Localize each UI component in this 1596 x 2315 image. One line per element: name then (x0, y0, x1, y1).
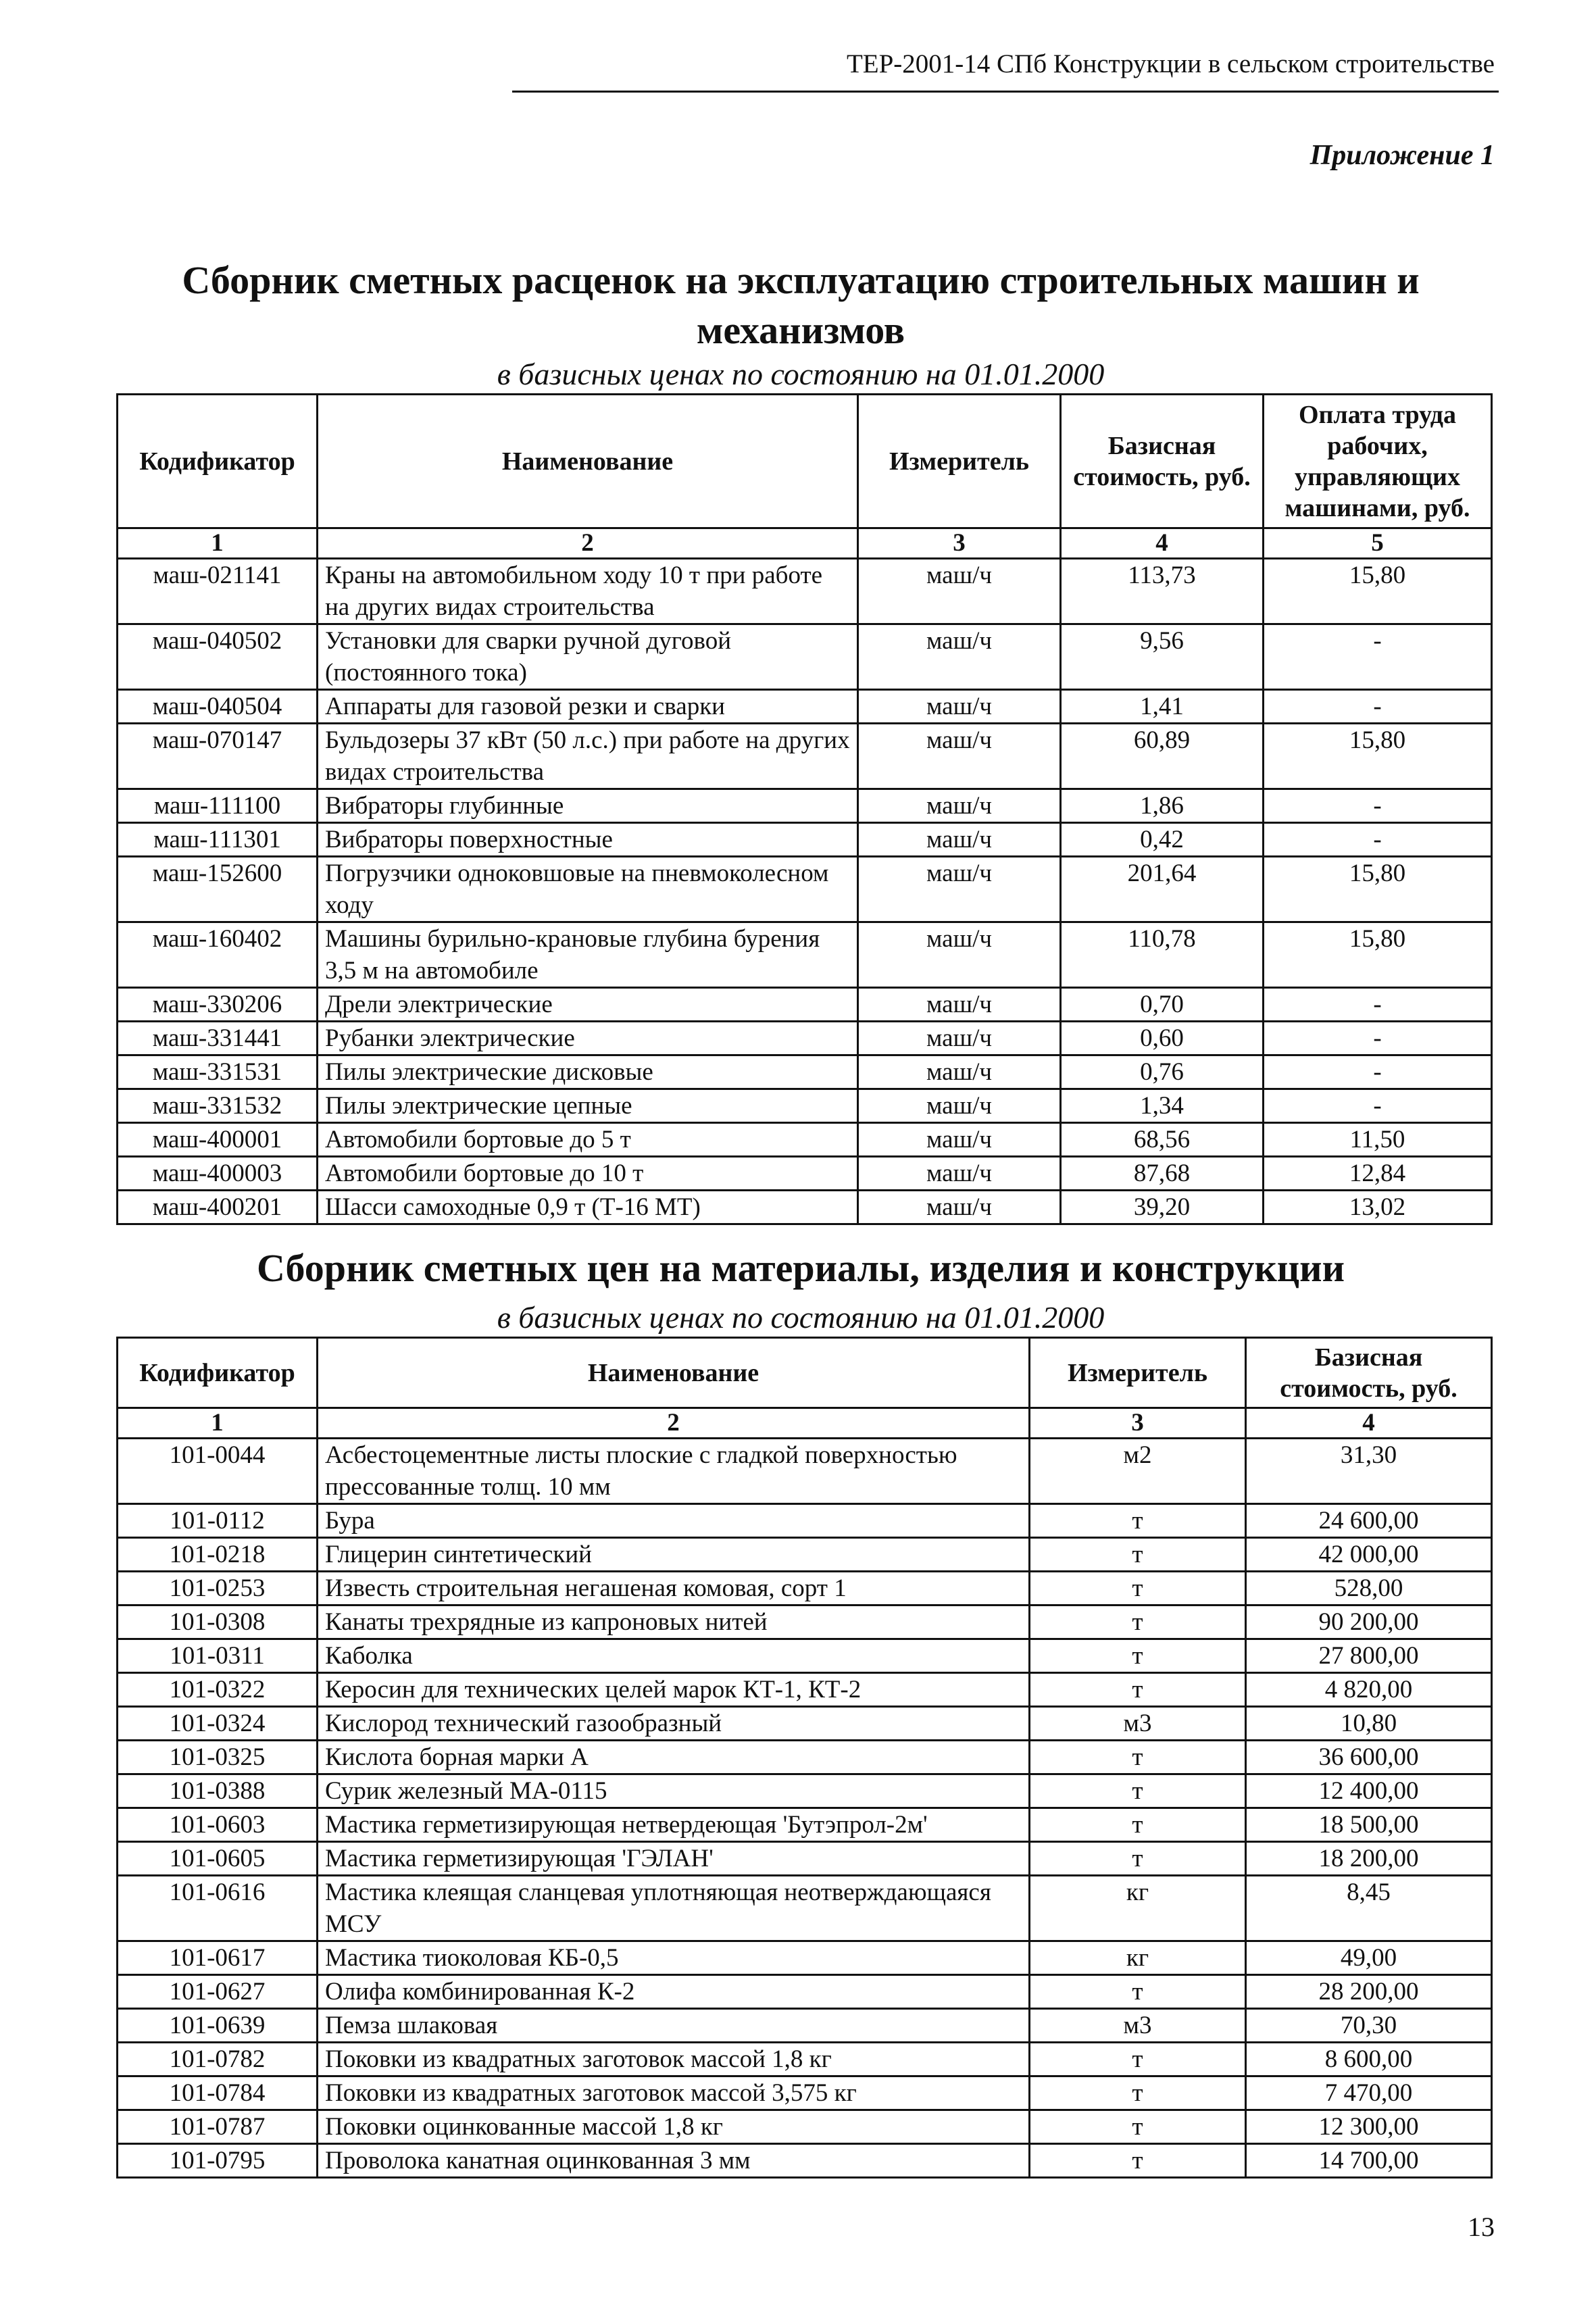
cell-unit: м2 (1030, 1439, 1246, 1504)
cell-code: 101-0605 (118, 1842, 318, 1876)
table-row (118, 1876, 1492, 1941)
cell-unit: маш/ч (858, 624, 1061, 690)
cell-pay: 12,84 (1264, 1157, 1492, 1191)
cell-unit: т (1030, 1808, 1246, 1842)
cell-cost: 1,34 (1061, 1089, 1264, 1123)
page-number: 13 (1468, 2212, 1495, 2242)
cell-name: Каболка (318, 1639, 1030, 1673)
cell-name: Автомобили бортовые до 5 т (318, 1123, 858, 1157)
cell-pay: - (1264, 823, 1492, 857)
cell-code: 101-0787 (118, 2110, 318, 2144)
table-row (118, 1089, 1492, 1123)
cell-cost: 39,20 (1061, 1191, 1264, 1224)
cell-name: Мастика клеящая сланцевая уплотняющая неотверждающаяся МСУ (318, 1876, 1030, 1941)
cell-code: 101-0388 (118, 1774, 318, 1808)
cell-unit: маш/ч (858, 559, 1061, 624)
col-number: 3 (1030, 1408, 1246, 1439)
cell-pay: - (1264, 1089, 1492, 1123)
col-number: 1 (118, 1408, 318, 1439)
materials-column-numbers (118, 1408, 1492, 1439)
cell-name: Дрели электрические (318, 988, 858, 1022)
table-row (118, 1808, 1492, 1842)
cell-name: Пемза шлаковая (318, 2009, 1030, 2043)
cell-unit: маш/ч (858, 1157, 1061, 1191)
cell-code: 101-0617 (118, 1941, 318, 1975)
col-header-unit: Измеритель (1030, 1338, 1246, 1408)
cell-pay: - (1264, 1022, 1492, 1055)
cell-cost: 8,45 (1246, 1876, 1492, 1941)
cell-unit: кг (1030, 1941, 1246, 1975)
cell-cost: 87,68 (1061, 1157, 1264, 1191)
cell-unit: маш/ч (858, 1089, 1061, 1123)
cell-code: маш-152600 (118, 857, 318, 922)
cell-name: Канаты трехрядные из капроновых нитей (318, 1605, 1030, 1639)
cell-cost: 8 600,00 (1246, 2043, 1492, 2076)
table-row (118, 690, 1492, 724)
cell-code: 101-0784 (118, 2076, 318, 2110)
col-number: 4 (1246, 1408, 1492, 1439)
cell-code: 101-0308 (118, 1605, 318, 1639)
cell-cost: 10,80 (1246, 1707, 1492, 1741)
cell-name: Мастика тиоколовая КБ-0,5 (318, 1941, 1030, 1975)
cell-unit: кг (1030, 1876, 1246, 1941)
cell-name: Поковки из квадратных заготовок массой 3,575 кг (318, 2076, 1030, 2110)
cell-name: Машины бурильно-крановые глубина бурения 3,5 м на автомобиле (318, 922, 858, 988)
cell-pay: 11,50 (1264, 1123, 1492, 1157)
cell-code: 101-0311 (118, 1639, 318, 1673)
table-row (118, 1741, 1492, 1774)
cell-unit: т (1030, 2043, 1246, 2076)
col-header-code: Кодификатор (118, 395, 318, 528)
cell-cost: 14 700,00 (1246, 2144, 1492, 2178)
running-title: ТЕР-2001-14 СПб Конструкции в сельском строительстве (846, 49, 1495, 78)
cell-code: 101-0639 (118, 2009, 318, 2043)
cell-code: 101-0325 (118, 1741, 318, 1774)
cell-cost: 12 300,00 (1246, 2110, 1492, 2144)
cell-code: 101-0322 (118, 1673, 318, 1707)
cell-name: Асбестоцементные листы плоские с гладкой поверхностью прессованные толщ. 10 мм (318, 1439, 1030, 1504)
cell-name: Глицерин синтетический (318, 1538, 1030, 1572)
cell-code: 101-0044 (118, 1439, 318, 1504)
cell-name: Поковки оцинкованные массой 1,8 кг (318, 2110, 1030, 2144)
cell-name: Кислород технический газообразный (318, 1707, 1030, 1741)
col-number: 3 (858, 528, 1061, 559)
cell-name: Проволока канатная оцинкованная 3 мм (318, 2144, 1030, 2178)
cell-name: Аппараты для газовой резки и сварки (318, 690, 858, 724)
table-row (118, 1639, 1492, 1673)
table-row (118, 1774, 1492, 1808)
cell-code: маш-400001 (118, 1123, 318, 1157)
cell-unit: т (1030, 1572, 1246, 1605)
machines-column-numbers (118, 528, 1492, 559)
cell-code: маш-331531 (118, 1055, 318, 1089)
cell-unit: т (1030, 1741, 1246, 1774)
cell-code: маш-331441 (118, 1022, 318, 1055)
cell-unit: маш/ч (858, 724, 1061, 789)
cell-pay: 13,02 (1264, 1191, 1492, 1224)
cell-unit: маш/ч (858, 1191, 1061, 1224)
col-header-unit: Измеритель (858, 395, 1061, 528)
cell-unit: м3 (1030, 2009, 1246, 2043)
cell-name: Вибраторы поверхностные (318, 823, 858, 857)
machines-title-line2: механизмов (696, 308, 905, 352)
cell-pay: - (1264, 789, 1492, 823)
cell-pay: 15,80 (1264, 559, 1492, 624)
table-row (118, 624, 1492, 690)
cell-code: 101-0603 (118, 1808, 318, 1842)
col-header-cost: Базисная стоимость, руб. (1246, 1338, 1492, 1408)
table-row (118, 2144, 1492, 2178)
cell-name: Бульдозеры 37 кВт (50 л.с.) при работе на других видах строительства (318, 724, 858, 789)
cell-code: 101-0253 (118, 1572, 318, 1605)
cell-unit: маш/ч (858, 1055, 1061, 1089)
cell-cost: 1,86 (1061, 789, 1264, 823)
cell-unit: т (1030, 2144, 1246, 2178)
cell-code: маш-040504 (118, 690, 318, 724)
cell-unit: т (1030, 1504, 1246, 1538)
cell-name: Керосин для технических целей марок КТ-1, КТ-2 (318, 1673, 1030, 1707)
cell-code: маш-330206 (118, 988, 318, 1022)
col-number: 5 (1264, 528, 1492, 559)
cell-cost: 0,60 (1061, 1022, 1264, 1055)
cell-cost: 110,78 (1061, 922, 1264, 988)
table-row (118, 857, 1492, 922)
cell-code: 101-0616 (118, 1876, 318, 1941)
machines-header-row (118, 395, 1492, 528)
cell-code: маш-331532 (118, 1089, 318, 1123)
cell-cost: 9,56 (1061, 624, 1264, 690)
table-row (118, 922, 1492, 988)
table-row (118, 1055, 1492, 1089)
cell-code: маш-400201 (118, 1191, 318, 1224)
cell-cost: 49,00 (1246, 1941, 1492, 1975)
cell-unit: маш/ч (858, 1123, 1061, 1157)
col-header-cost: Базисная стоимость, руб. (1061, 395, 1264, 528)
col-header-pay: Оплата труда рабочих, управляющих машинами, руб. (1264, 395, 1492, 528)
cell-unit: т (1030, 1538, 1246, 1572)
cell-pay: - (1264, 1055, 1492, 1089)
machines-title-line1: Сборник сметных расценок на эксплуатацию строительных машин и (182, 258, 1420, 302)
cell-cost: 18 200,00 (1246, 1842, 1492, 1876)
cell-cost: 27 800,00 (1246, 1639, 1492, 1673)
table-row (118, 1941, 1492, 1975)
col-number: 1 (118, 528, 318, 559)
cell-cost: 4 820,00 (1246, 1673, 1492, 1707)
cell-cost: 201,64 (1061, 857, 1264, 922)
cell-unit: маш/ч (858, 823, 1061, 857)
cell-unit: маш/ч (858, 922, 1061, 988)
cell-name: Поковки из квадратных заготовок массой 1,8 кг (318, 2043, 1030, 2076)
table-row (118, 1842, 1492, 1876)
machines-subtitle: в базисных ценах по состоянию на 01.01.2000 (497, 357, 1105, 391)
cell-cost: 12 400,00 (1246, 1774, 1492, 1808)
cell-cost: 28 200,00 (1246, 1975, 1492, 2009)
cell-code: маш-070147 (118, 724, 318, 789)
cell-unit: маш/ч (858, 857, 1061, 922)
cell-unit: т (1030, 2110, 1246, 2144)
cell-name: Рубанки электрические (318, 1022, 858, 1055)
cell-unit: т (1030, 1975, 1246, 2009)
cell-cost: 70,30 (1246, 2009, 1492, 2043)
col-number: 4 (1061, 528, 1264, 559)
cell-pay: 15,80 (1264, 922, 1492, 988)
cell-pay: - (1264, 988, 1492, 1022)
materials-subtitle: в базисных ценах по состоянию на 01.01.2000 (497, 1300, 1105, 1335)
cell-unit: м3 (1030, 1707, 1246, 1741)
table-row (118, 2110, 1492, 2144)
cell-name: Кислота борная марки А (318, 1741, 1030, 1774)
table-row (118, 724, 1492, 789)
table-row (118, 2043, 1492, 2076)
materials-header-row (118, 1338, 1492, 1408)
cell-name: Шасси самоходные 0,9 т (Т-16 МТ) (318, 1191, 858, 1224)
cell-name: Пилы электрические дисковые (318, 1055, 858, 1089)
cell-code: маш-111100 (118, 789, 318, 823)
cell-cost: 90 200,00 (1246, 1605, 1492, 1639)
cell-cost: 0,42 (1061, 823, 1264, 857)
cell-cost: 1,41 (1061, 690, 1264, 724)
cell-pay: 15,80 (1264, 724, 1492, 789)
cell-cost: 7 470,00 (1246, 2076, 1492, 2110)
table-row (118, 1605, 1492, 1639)
table-row (118, 1022, 1492, 1055)
cell-unit: т (1030, 1639, 1246, 1673)
cell-name: Мастика герметизирующая 'ГЭЛАН' (318, 1842, 1030, 1876)
cell-unit: т (1030, 1673, 1246, 1707)
cell-code: маш-040502 (118, 624, 318, 690)
cell-cost: 60,89 (1061, 724, 1264, 789)
col-header-code: Кодификатор (118, 1338, 318, 1408)
cell-name: Автомобили бортовые до 10 т (318, 1157, 858, 1191)
table-row (118, 2076, 1492, 2110)
table-row (118, 1975, 1492, 2009)
cell-unit: т (1030, 1774, 1246, 1808)
col-header-name: Наименование (318, 1338, 1030, 1408)
cell-name: Бура (318, 1504, 1030, 1538)
table-row (118, 1439, 1492, 1504)
cell-pay: - (1264, 624, 1492, 690)
table-row (118, 1572, 1492, 1605)
table-row (118, 1191, 1492, 1224)
cell-code: 101-0112 (118, 1504, 318, 1538)
cell-name: Установки для сварки ручной дуговой (постоянного тока) (318, 624, 858, 690)
cell-cost: 31,30 (1246, 1439, 1492, 1504)
cell-unit: маш/ч (858, 690, 1061, 724)
cell-cost: 36 600,00 (1246, 1741, 1492, 1774)
cell-code: маш-021141 (118, 559, 318, 624)
materials-table (116, 1337, 1493, 2179)
table-row (118, 988, 1492, 1022)
cell-unit: маш/ч (858, 988, 1061, 1022)
cell-code: 101-0218 (118, 1538, 318, 1572)
col-number: 2 (318, 1408, 1030, 1439)
cell-code: 101-0795 (118, 2144, 318, 2178)
table-row (118, 1673, 1492, 1707)
cell-unit: т (1030, 2076, 1246, 2110)
table-row (118, 1157, 1492, 1191)
col-header-name: Наименование (318, 395, 858, 528)
table-row (118, 2009, 1492, 2043)
cell-name: Мастика герметизирующая нетвердеющая 'Бутэпрол-2м' (318, 1808, 1030, 1842)
cell-code: маш-400003 (118, 1157, 318, 1191)
cell-code: маш-111301 (118, 823, 318, 857)
table-row (118, 1707, 1492, 1741)
cell-unit: т (1030, 1605, 1246, 1639)
header-rule (512, 91, 1499, 93)
cell-cost: 68,56 (1061, 1123, 1264, 1157)
table-row (118, 559, 1492, 624)
cell-unit: маш/ч (858, 789, 1061, 823)
cell-cost: 0,76 (1061, 1055, 1264, 1089)
cell-name: Погрузчики одноковшовые на пневмоколесном ходу (318, 857, 858, 922)
cell-cost: 18 500,00 (1246, 1808, 1492, 1842)
col-number: 2 (318, 528, 858, 559)
cell-cost: 24 600,00 (1246, 1504, 1492, 1538)
cell-name: Сурик железный МА-0115 (318, 1774, 1030, 1808)
appendix-label: Приложение 1 (1310, 140, 1495, 171)
cell-name: Известь строительная негашеная комовая, сорт 1 (318, 1572, 1030, 1605)
cell-cost: 0,70 (1061, 988, 1264, 1022)
materials-title: Сборник сметных цен на материалы, изделия и конструкции (256, 1246, 1345, 1290)
cell-code: маш-160402 (118, 922, 318, 988)
cell-name: Олифа комбинированная К-2 (318, 1975, 1030, 2009)
cell-name: Вибраторы глубинные (318, 789, 858, 823)
machines-table (116, 393, 1493, 1225)
cell-code: 101-0324 (118, 1707, 318, 1741)
cell-cost: 113,73 (1061, 559, 1264, 624)
cell-pay: 15,80 (1264, 857, 1492, 922)
cell-name: Краны на автомобильном ходу 10 т при работе на других видах строительства (318, 559, 858, 624)
table-row (118, 1538, 1492, 1572)
cell-code: 101-0627 (118, 1975, 318, 2009)
table-row (118, 823, 1492, 857)
cell-cost: 528,00 (1246, 1572, 1492, 1605)
cell-code: 101-0782 (118, 2043, 318, 2076)
cell-unit: т (1030, 1842, 1246, 1876)
cell-cost: 42 000,00 (1246, 1538, 1492, 1572)
table-row (118, 789, 1492, 823)
table-row (118, 1504, 1492, 1538)
table-row (118, 1123, 1492, 1157)
cell-pay: - (1264, 690, 1492, 724)
cell-unit: маш/ч (858, 1022, 1061, 1055)
cell-name: Пилы электрические цепные (318, 1089, 858, 1123)
